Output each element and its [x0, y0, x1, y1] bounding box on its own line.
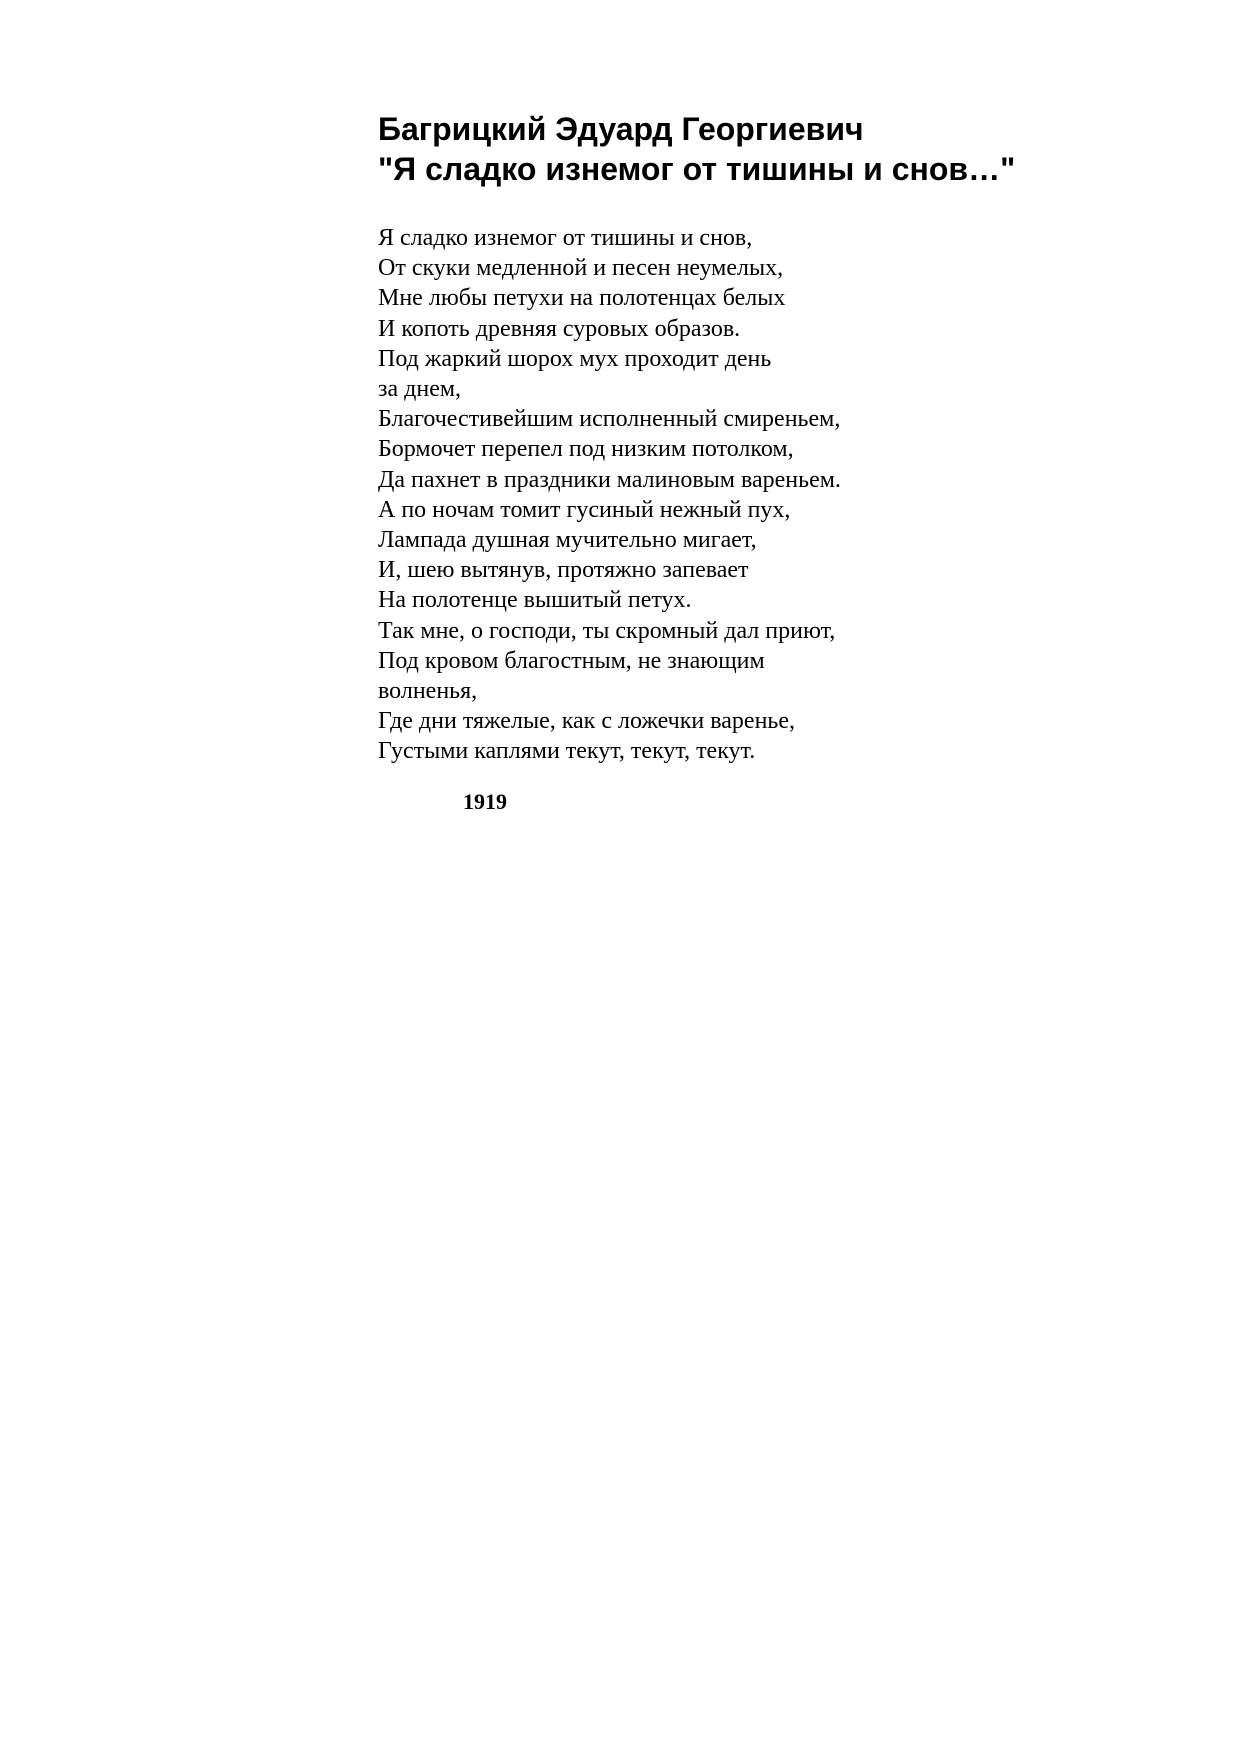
- poem-line: Под жаркий шорох мух проходит день: [378, 345, 772, 372]
- poem-line: Под кровом благостным, не знающим: [378, 647, 765, 674]
- poem-line: А по ночам томит гусиный нежный пух,: [378, 496, 791, 523]
- poem-line: волненья,: [378, 678, 478, 705]
- document-header: [378, 109, 1198, 189]
- poem-line: И копоть древняя суровых образов.: [378, 315, 741, 342]
- poem-line: Да пахнет в праздники малиновым вареньем.: [378, 466, 841, 493]
- poem-line: И, шею вытянув, протяжно запевает: [378, 557, 749, 584]
- poem-title: "Я сладко изнемог от тишины и снов…": [378, 151, 1016, 187]
- poem-line: Густыми каплями текут, текут, текут.: [378, 738, 756, 765]
- poem-line: На полотенце вышитый петух.: [378, 587, 692, 614]
- poem-line: Так мне, о господи, ты скромный дал приют,: [378, 617, 836, 644]
- poem-line: Лампада душная мучительно мигает,: [378, 527, 757, 554]
- poem-line: Я сладко изнемог от тишины и снов,: [378, 225, 753, 251]
- poem-year: 1919: [463, 789, 507, 814]
- poem-line: Бормочет перепел под низким потолком,: [378, 436, 794, 463]
- poem-line: Где дни тяжелые, как с ложечки варенье,: [378, 708, 796, 735]
- poem-line: От скуки медленной и песен неумелых,: [378, 255, 784, 282]
- author-name: Багрицкий Эдуард Георгиевич: [378, 111, 864, 147]
- poem-line: за днем,: [378, 376, 462, 403]
- poem-line: Мне любы петухи на полотенцах белых: [378, 285, 786, 312]
- poem-line: Благочестивейшим исполненный смиреньем,: [378, 406, 841, 433]
- poem-body: [378, 223, 1178, 767]
